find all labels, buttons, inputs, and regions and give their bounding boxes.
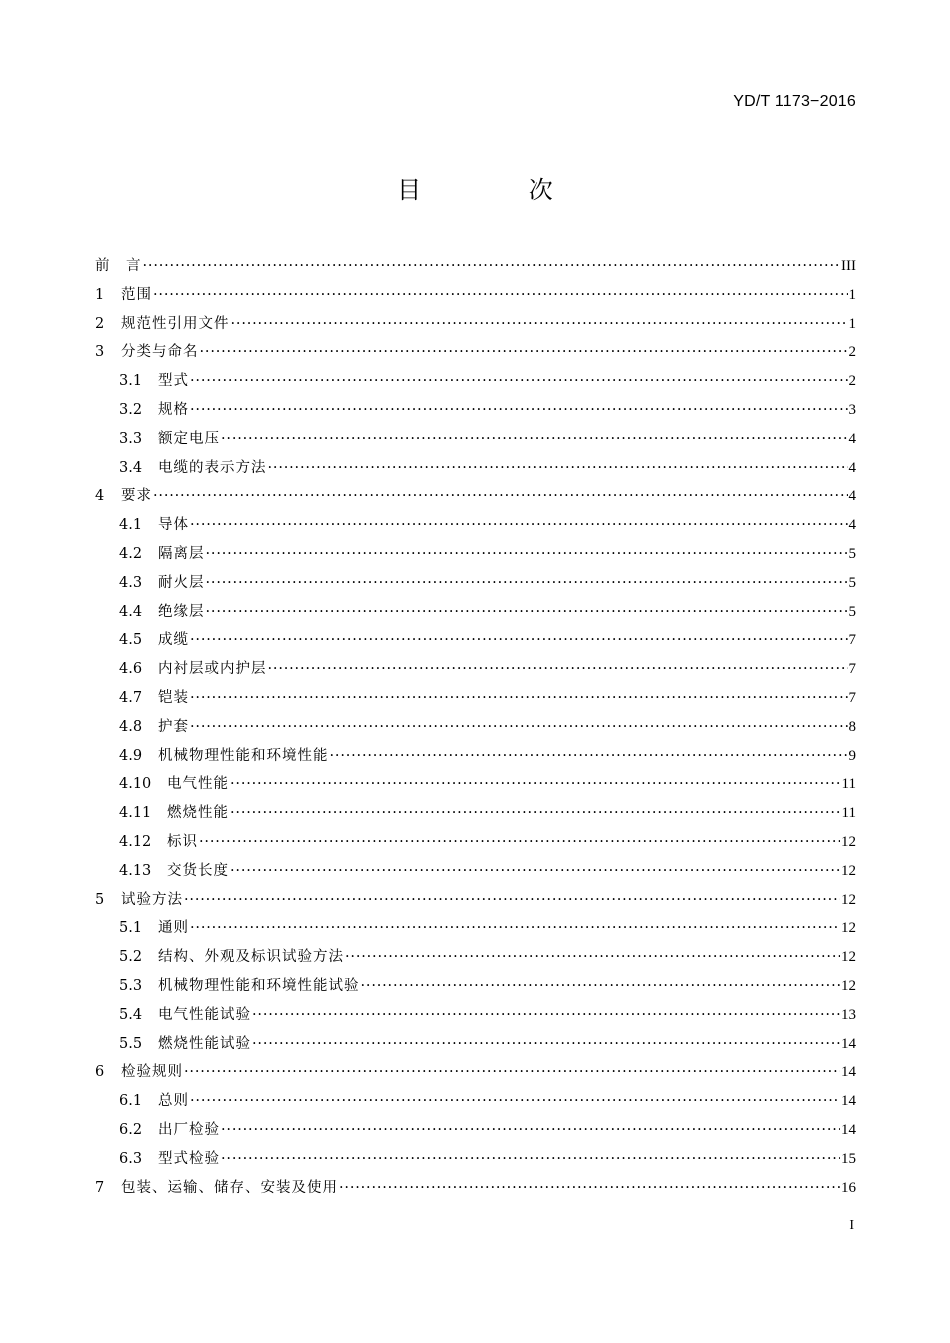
toc-dot-leader — [268, 655, 848, 684]
toc-entry-page: 16 — [841, 1179, 856, 1196]
toc-dot-leader — [230, 799, 841, 828]
toc-entry-number: 5.4 — [119, 1006, 143, 1023]
toc-dot-leader — [206, 540, 848, 569]
toc-entry[interactable] — [95, 713, 856, 742]
toc-entry[interactable] — [95, 1145, 856, 1174]
toc-entry[interactable] — [95, 338, 856, 367]
toc-entry-page: 12 — [841, 920, 856, 937]
toc-entry[interactable] — [95, 310, 856, 339]
toc-entry-label: 检验规则 — [121, 1064, 183, 1081]
toc-entry-page: 2 — [848, 344, 856, 361]
toc-entry-page: 5 — [848, 603, 856, 620]
toc-entry-page: 5 — [848, 574, 856, 591]
toc-entry-page: 4 — [848, 488, 856, 505]
toc-entry-label: 总则 — [158, 1093, 189, 1110]
page-title: 目 次 — [397, 176, 603, 204]
toc-entry-number: 6.3 — [119, 1150, 143, 1167]
toc-entry-number: 5.5 — [119, 1035, 143, 1052]
toc-entry-number: 4.13 — [119, 862, 152, 879]
toc-entry-label: 机械物理性能和环境性能试验 — [158, 977, 360, 994]
toc-entry-label: 型式 — [158, 373, 189, 390]
toc-dot-leader — [230, 770, 841, 799]
toc-entry[interactable] — [95, 684, 856, 713]
toc-dot-leader — [339, 1174, 840, 1203]
toc-entry-label: 机械物理性能和环境性能 — [158, 747, 329, 764]
toc-entry[interactable] — [95, 943, 856, 972]
toc-dot-leader — [221, 1145, 840, 1174]
toc-entry-label: 隔离层 — [158, 545, 205, 562]
toc-dot-leader — [200, 338, 848, 367]
toc-entry-page: 4 — [848, 517, 856, 534]
toc-entry-label: 要求 — [121, 488, 152, 505]
toc-dot-leader — [252, 1001, 840, 1030]
toc-entry-page: 1 — [848, 286, 856, 303]
toc-entry-page: 13 — [841, 1006, 856, 1023]
toc-entry-label: 额定电压 — [158, 430, 220, 447]
toc-entry-label: 燃烧性能试验 — [158, 1035, 251, 1052]
toc-dot-leader — [206, 569, 848, 598]
toc-entry-page: 12 — [841, 977, 856, 994]
toc-entry-label: 规范性引用文件 — [121, 315, 230, 332]
toc-entry-page: 2 — [848, 373, 856, 390]
toc-entry-page: 4 — [848, 430, 856, 447]
toc-dot-leader — [190, 396, 848, 425]
toc-dot-leader — [230, 857, 840, 886]
toc-dot-leader — [206, 598, 848, 627]
toc-entry-number: 4.7 — [119, 689, 143, 706]
toc-entry-page: 7 — [848, 689, 856, 706]
toc-dot-leader — [190, 713, 848, 742]
toc-entry[interactable] — [95, 1058, 856, 1087]
toc-entry-number: 3.4 — [119, 459, 143, 476]
toc-entry-number: 4.4 — [119, 603, 143, 620]
toc-entry-number: 3.2 — [119, 401, 143, 418]
toc-entry-number: 3.1 — [119, 373, 143, 390]
toc-entry-label: 包装、运输、储存、安装及使用 — [121, 1179, 338, 1196]
toc-entry-label: 内衬层或内护层 — [158, 661, 267, 678]
toc-entry-page: 11 — [841, 805, 856, 822]
toc-dot-leader — [153, 482, 848, 511]
toc-entry[interactable] — [95, 1030, 856, 1059]
toc-entry[interactable] — [95, 742, 856, 771]
toc-entry-page: 4 — [848, 459, 856, 476]
toc-entry-label: 铠装 — [158, 689, 189, 706]
toc-dot-leader — [361, 972, 841, 1001]
toc-dot-leader — [190, 684, 848, 713]
toc-entry-number: 1 — [95, 286, 105, 303]
toc-entry-label: 出厂检验 — [158, 1121, 220, 1138]
toc-entry-number: 5.3 — [119, 977, 143, 994]
toc-dot-leader — [252, 1030, 840, 1059]
page-number: I — [849, 1218, 854, 1233]
toc-entry-page: 8 — [848, 718, 856, 735]
toc-entry-label: 范围 — [121, 286, 152, 303]
toc-entry-number: 4.8 — [119, 718, 143, 735]
toc-entry[interactable] — [95, 598, 856, 627]
toc-entry[interactable] — [95, 1174, 856, 1203]
toc-entry-page: 14 — [841, 1093, 856, 1110]
toc-entry-number: 4.10 — [119, 776, 152, 793]
toc-entry[interactable] — [95, 886, 856, 915]
toc-entry[interactable] — [95, 482, 856, 511]
toc-entry-page: 14 — [841, 1035, 856, 1052]
toc-entry-page: 5 — [848, 545, 856, 562]
toc-entry[interactable] — [95, 396, 856, 425]
table-of-contents — [95, 252, 856, 1202]
toc-entry-page: 12 — [841, 891, 856, 908]
toc-entry-page: 11 — [841, 776, 856, 793]
toc-entry-label: 电气性能试验 — [158, 1006, 251, 1023]
toc-dot-leader — [143, 252, 841, 281]
toc-dot-leader — [190, 914, 840, 943]
toc-entry[interactable] — [95, 655, 856, 684]
toc-dot-leader — [184, 886, 840, 915]
toc-entry-page: 7 — [848, 661, 856, 678]
toc-entry-page: 12 — [841, 862, 856, 879]
toc-entry-page: 14 — [841, 1064, 856, 1081]
toc-entry-number: 6.2 — [119, 1121, 143, 1138]
toc-dot-leader — [221, 425, 848, 454]
toc-entry-label: 成缆 — [158, 632, 189, 649]
toc-entry-number: 7 — [95, 1179, 105, 1196]
toc-entry-number: 4.12 — [119, 833, 152, 850]
toc-entry-page: 12 — [841, 949, 856, 966]
toc-entry-label: 试验方法 — [121, 891, 183, 908]
toc-entry[interactable] — [95, 1087, 856, 1116]
toc-entry-page: 15 — [841, 1150, 856, 1167]
toc-dot-leader — [190, 367, 848, 396]
toc-entry-number: 3.3 — [119, 430, 143, 447]
toc-entry[interactable] — [95, 569, 856, 598]
toc-dot-leader — [221, 1116, 840, 1145]
toc-entry-label: 前 言 — [95, 258, 142, 274]
toc-entry-number: 4.11 — [119, 805, 152, 822]
toc-entry[interactable] — [95, 1001, 856, 1030]
toc-entry-number: 4.9 — [119, 747, 143, 764]
toc-entry-label: 绝缘层 — [158, 603, 205, 620]
toc-entry-page: 9 — [848, 747, 856, 764]
toc-entry-number: 4 — [95, 488, 105, 505]
toc-entry-label: 耐火层 — [158, 574, 205, 591]
toc-entry-label: 电缆的表示方法 — [158, 459, 267, 476]
toc-entry[interactable] — [95, 454, 856, 483]
toc-entry[interactable] — [95, 511, 856, 540]
toc-dot-leader — [190, 626, 848, 655]
toc-entry[interactable] — [95, 857, 856, 886]
toc-dot-leader — [199, 828, 840, 857]
toc-entry-number: 5.2 — [119, 949, 143, 966]
toc-entry-label: 规格 — [158, 401, 189, 418]
toc-entry-page: 14 — [841, 1121, 856, 1138]
toc-entry[interactable] — [95, 367, 856, 396]
toc-entry-label: 标识 — [167, 833, 198, 850]
toc-entry-label: 通则 — [158, 920, 189, 937]
toc-entry-page: 1 — [848, 315, 856, 332]
toc-entry[interactable] — [95, 252, 856, 281]
toc-entry[interactable] — [95, 914, 856, 943]
toc-dot-leader — [190, 511, 848, 540]
toc-entry[interactable] — [95, 828, 856, 857]
toc-entry-label: 型式检验 — [158, 1150, 220, 1167]
toc-dot-leader — [190, 1087, 840, 1116]
toc-dot-leader — [231, 310, 848, 339]
toc-entry[interactable] — [95, 1116, 856, 1145]
toc-entry[interactable] — [95, 540, 856, 569]
toc-entry-label: 交货长度 — [167, 862, 229, 879]
toc-entry-page: 3 — [848, 401, 856, 418]
toc-entry[interactable] — [95, 626, 856, 655]
toc-entry-label: 结构、外观及标识试验方法 — [158, 949, 344, 966]
toc-dot-leader — [153, 281, 848, 310]
toc-entry[interactable] — [95, 281, 856, 310]
toc-entry-number: 5 — [95, 891, 105, 908]
document-code: YD/T 1173−2016 — [733, 93, 856, 110]
toc-entry-number: 5.1 — [119, 920, 143, 937]
toc-entry-number: 4.3 — [119, 574, 143, 591]
toc-entry-number: 4.5 — [119, 632, 143, 649]
toc-entry-number: 4.1 — [119, 517, 143, 534]
toc-entry-label: 导体 — [158, 517, 189, 534]
toc-dot-leader — [268, 454, 848, 483]
toc-entry-page: 7 — [848, 632, 856, 649]
toc-entry-number: 4.2 — [119, 545, 143, 562]
toc-entry-label: 护套 — [158, 718, 189, 735]
toc-entry[interactable] — [95, 425, 856, 454]
toc-entry[interactable] — [95, 799, 856, 828]
toc-entry-number: 6.1 — [119, 1093, 143, 1110]
toc-entry-number: 3 — [95, 344, 105, 361]
toc-entry[interactable] — [95, 770, 856, 799]
toc-dot-leader — [345, 943, 840, 972]
toc-entry[interactable] — [95, 972, 856, 1001]
toc-entry-label: 电气性能 — [167, 776, 229, 793]
toc-dot-leader — [184, 1058, 840, 1087]
toc-entry-number: 2 — [95, 315, 105, 332]
toc-dot-leader — [330, 742, 848, 771]
toc-entry-page: III — [841, 258, 856, 274]
toc-entry-label: 分类与命名 — [121, 344, 199, 361]
toc-entry-page: 12 — [841, 833, 856, 850]
toc-entry-number: 4.6 — [119, 661, 143, 678]
toc-entry-label: 燃烧性能 — [167, 805, 229, 822]
toc-entry-number: 6 — [95, 1064, 105, 1081]
